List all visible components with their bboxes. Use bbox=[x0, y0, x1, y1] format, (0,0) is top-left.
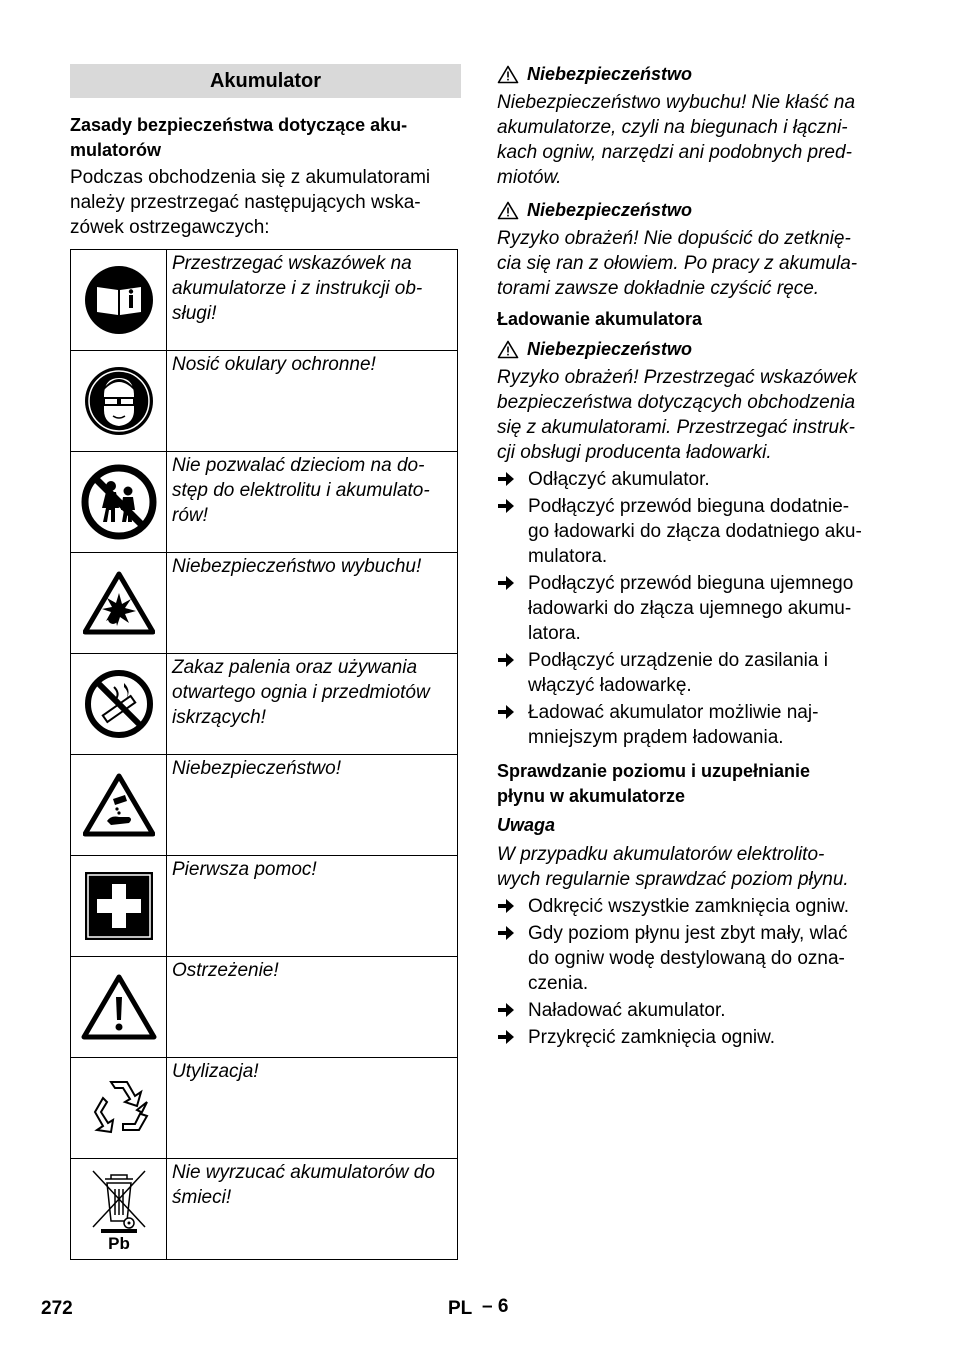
corrosive-warning-icon bbox=[83, 773, 155, 837]
level-heading: Sprawdzanie poziomu i uzupełnianie płynu w akumulatorze bbox=[497, 761, 811, 806]
right-column bbox=[497, 62, 892, 1050]
sign-text: Nie wyrzucać akumulatorów do śmieci! bbox=[167, 1159, 458, 1260]
arrow-right-icon bbox=[497, 497, 515, 515]
table-row bbox=[71, 553, 458, 654]
warning-triangle-icon bbox=[497, 340, 519, 359]
table-row bbox=[71, 654, 458, 755]
no-smoking-fire-icon bbox=[84, 669, 154, 739]
list-item: Naładować akumulator. bbox=[497, 998, 892, 1023]
danger-text: Niebezpieczeństwo wybuchu! Nie kłaść na akumulatorze, czyli na biegunach i łączni- kach ogniw, narzędzi ani podobnych pred- miotów. bbox=[497, 92, 856, 188]
sign-text: Zakaz palenia oraz używania otwartego ognia i przedmiotów iskrzących! bbox=[167, 654, 458, 755]
arrow-right-icon bbox=[497, 1028, 515, 1046]
list-item: Podłączyć urządzenie do zasilania i włączyć ładowarkę. bbox=[497, 648, 892, 698]
no-children-icon bbox=[81, 464, 157, 540]
table-row bbox=[71, 250, 458, 351]
charging-heading: Ładowanie akumulatora bbox=[497, 309, 703, 329]
danger-heading: Niebezpieczeństwo bbox=[497, 62, 892, 87]
safety-goggles-icon bbox=[84, 366, 154, 436]
charging-steps-list bbox=[497, 467, 892, 750]
arrow-right-icon bbox=[497, 897, 515, 915]
table-row bbox=[71, 1159, 458, 1260]
page-number: 272 bbox=[41, 1298, 73, 1319]
danger-text: Ryzyko obrażeń! Nie dopuścić do zetknię- cia się ran z ołowiem. Po pracy z akumula- torami zawsze dokładnie czyścić ręce. bbox=[497, 228, 858, 299]
first-aid-icon bbox=[84, 871, 154, 941]
table-row bbox=[71, 351, 458, 452]
note-title: Uwaga bbox=[497, 815, 556, 835]
table-row bbox=[71, 856, 458, 957]
sign-text: Pierwsza pomoc! bbox=[167, 856, 458, 957]
manual-info-icon bbox=[84, 265, 154, 335]
explosion-warning-icon bbox=[83, 571, 155, 635]
intro-paragraph: Podczas obchodzenia się z akumulatorami należy przestrzegać następujących wska- zówek ostrzegawczych: bbox=[70, 167, 431, 238]
section-page-number: – 6 bbox=[482, 1296, 509, 1317]
warning-signs-table bbox=[70, 249, 458, 1260]
list-item: Gdy poziom płynu jest zbyt mały, wlać do ogniw wodę destylowaną do ozna- czenia. bbox=[497, 921, 892, 996]
list-item: Podłączyć przewód bieguna ujemnego ładowarki do złącza ujemnego akumu- latora. bbox=[497, 571, 892, 646]
level-steps-list bbox=[497, 894, 892, 1050]
warning-triangle-icon bbox=[497, 201, 519, 220]
list-item: Ładować akumulator możliwie naj- mniejszym prądem ładowania. bbox=[497, 700, 892, 750]
list-item: Odkręcić wszystkie zamknięcia ogniw. bbox=[497, 894, 892, 919]
sign-text: Nosić okulary ochronne! bbox=[167, 351, 458, 452]
sign-text: Nie pozwalać dzieciom na do- stęp do elektrolitu i akumulato- rów! bbox=[167, 452, 458, 553]
danger-heading: Niebezpieczeństwo bbox=[497, 198, 892, 223]
crossed-bin-pb-icon bbox=[87, 1165, 151, 1253]
sign-text: Niebezpieczeństwo wybuchu! bbox=[167, 553, 458, 654]
table-row bbox=[71, 452, 458, 553]
arrow-right-icon bbox=[497, 574, 515, 592]
list-item: Odłączyć akumulator. bbox=[497, 467, 892, 492]
safety-heading: Zasady bezpieczeństwa dotyczące aku- mulatorów bbox=[70, 115, 408, 160]
arrow-right-icon bbox=[497, 703, 515, 721]
danger-text: Ryzyko obrażeń! Przestrzegać wskazówek bezpieczeństwa dotyczących obchodzenia się z akumulatorami. Przestrzegać instruk- cji obsługi producenta ładowarki. bbox=[497, 367, 858, 463]
recycling-icon bbox=[81, 1072, 157, 1144]
arrow-right-icon bbox=[497, 651, 515, 669]
warning-triangle-icon bbox=[497, 65, 519, 84]
arrow-right-icon bbox=[497, 470, 515, 488]
language-code: PL bbox=[448, 1298, 473, 1319]
note-text: W przypadku akumulatorów elektrolito- wych regularnie sprawdzać poziom płynu. bbox=[497, 844, 849, 890]
list-item: Przykręcić zamknięcia ogniw. bbox=[497, 1025, 892, 1050]
table-row bbox=[71, 755, 458, 856]
general-warning-icon bbox=[81, 973, 157, 1041]
list-item: Podłączyć przewód bieguna dodatnie- go ładowarki do złącza dodatniego aku- mulatora. bbox=[497, 494, 892, 569]
pb-label: Pb bbox=[107, 1234, 130, 1253]
table-row bbox=[71, 1058, 458, 1159]
arrow-right-icon bbox=[497, 924, 515, 942]
sign-text: Utylizacja! bbox=[167, 1058, 458, 1159]
left-column bbox=[70, 64, 461, 240]
sign-text: Ostrzeżenie! bbox=[167, 957, 458, 1058]
arrow-right-icon bbox=[497, 1001, 515, 1019]
table-row bbox=[71, 957, 458, 1058]
sign-text: Niebezpieczeństwo! bbox=[167, 755, 458, 856]
danger-heading: Niebezpieczeństwo bbox=[497, 337, 892, 362]
section-title: Akumulator bbox=[70, 64, 461, 98]
sign-text: Przestrzegać wskazówek na akumulatorze i z instrukcji ob- sługi! bbox=[167, 250, 458, 351]
